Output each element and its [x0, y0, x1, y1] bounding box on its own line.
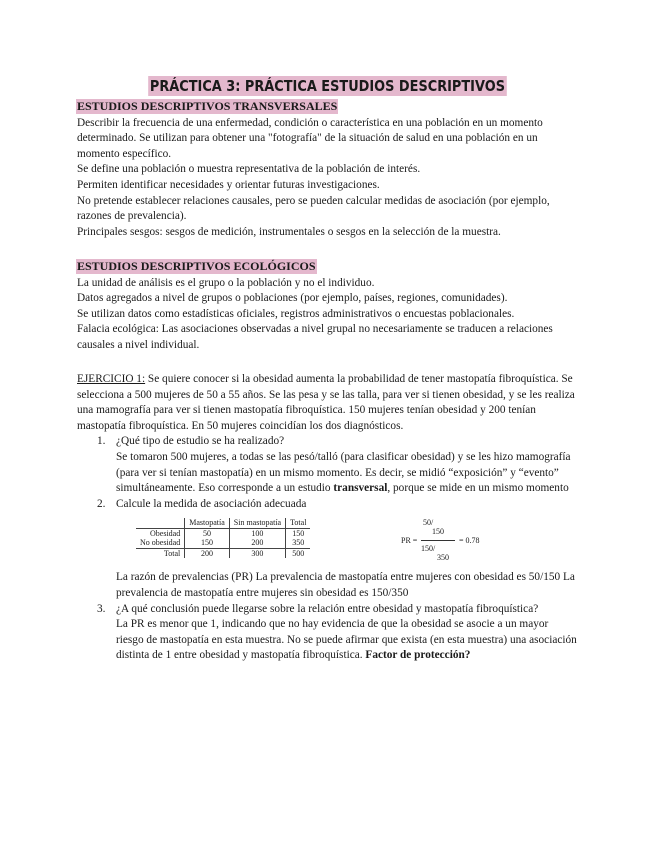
question-number: 2.: [97, 497, 106, 510]
table-cell: Total: [136, 548, 185, 558]
table-cell: 200: [229, 538, 285, 548]
paragraph: No pretende establecer relaciones causales, pero se pueden calcular medidas de asociación (por ejemplo, razones de prevalencia).: [77, 194, 550, 223]
question-number: 1.: [97, 435, 106, 448]
question-text: ¿A qué conclusión puede llegarse sobre la relación entre obesidad y mastopatía fibroquística?: [116, 602, 539, 615]
title-wrap: [0, 76, 655, 96]
paragraph: La unidad de análisis es el grupo o la población y no el individuo.: [77, 276, 375, 289]
formula-result: = 0.78: [459, 536, 480, 546]
question-text: Calcule la medida de asociación adecuada: [116, 497, 307, 510]
paragraph: Se define una población o muestra representativa de la población de interés.: [77, 163, 421, 176]
paragraph: Se utilizan datos como estadísticas oficiales, registros administrativos o encuestas poblacionales.: [77, 307, 515, 320]
table-cell: [136, 518, 185, 528]
question-2: [77, 497, 577, 602]
contingency-table: [136, 518, 310, 558]
question-text: ¿Qué tipo de estudio se ha realizado?: [116, 435, 285, 448]
paragraph: Permiten identificar necesidades y orientar futuras investigaciones.: [77, 178, 380, 191]
table-cell: Obesidad: [150, 528, 181, 538]
question-3: [77, 602, 577, 664]
exercise-statement: [77, 372, 577, 434]
table-row: [136, 538, 310, 548]
table-cell: 300: [229, 548, 285, 558]
question-number: 3.: [97, 602, 106, 615]
answer-part: La PR es menor que 1, indicando que no hay evidencia de que la obesidad se asocie a un mayor riesgo de mastopatía en esta muestra. No se puede afirmar que exista (en esta muestra) una asociación distinta de 1 entre obesidad y mastopatía fibroquística.: [116, 618, 577, 662]
paragraph: Describir la frecuencia de una enfermedad, condición o característica en una población en un momento determinado. Se utilizan para obtener una "fotografía" de la situación de salud en una población en un momento específico.: [77, 116, 543, 160]
section-transversales: [77, 99, 577, 240]
table-row: [136, 528, 310, 538]
paragraph: Falacia ecológica: Las asociaciones observadas a nivel grupal no necesariamente se traducen a relaciones causales a nivel individual.: [77, 323, 553, 351]
formula-den-bottom: 350: [437, 553, 449, 563]
exercise-text: Se quiere conocer si la obesidad aumenta la probabilidad de tener mastopatía fibroquística. Se selecciona a 500 mujeres de 50 a 55 años. Se las pesa y se las talla, para ver si tienen obesidad, y se les realiza una mamografía para ver si tienen mastopatía fibroquística. 150 mujeres tenían obesidad y 200 tenían mastopatía fibroquística. En 50 mujeres coincidían los dos diagnósticos.: [77, 373, 575, 432]
exercise-label: EJERCICIO 1:: [77, 373, 146, 385]
answer-text: La razón de prevalencias (PR) La prevalencia de mastopatía entre mujeres con obesidad es 50/150 La prevalencia de mastopatía entre mujeres sin obesidad es 150/350: [116, 571, 575, 599]
table-header-cell: Mastopatía: [185, 518, 230, 528]
table-header-cell: Total: [286, 518, 311, 528]
formula-den-top: 150/: [421, 544, 436, 554]
table-header-cell: Sin mastopatía: [229, 518, 285, 528]
answer-text: [116, 450, 577, 497]
formula-lhs: PR =: [401, 536, 418, 546]
table-header-row: [136, 518, 310, 528]
answer-bold: Factor de protección?: [365, 649, 471, 662]
answer-text: [116, 617, 577, 664]
formula-num-bottom: 150: [432, 527, 444, 537]
paragraph: Principales sesgos: sesgos de medición, instrumentales o sesgos en la selección de la muestra.: [77, 225, 501, 238]
formula-num-top: 50/: [423, 518, 434, 528]
table-cell: 50: [185, 528, 230, 538]
answer-part: Se tomaron 500 mujeres, a todas se las pesó/talló (para clasificar obesidad) y se les hizo mamografía (para ver si tenían mastopatía) en un mismo momento. Es decir, se midió “exposición” y “evento” simultáneamente. Eso corresponde a un estudio: [116, 450, 571, 495]
table-row: [136, 548, 310, 558]
answer-bold: transversal: [333, 482, 388, 495]
table-cell: No obesidad: [140, 538, 181, 548]
table-cell: 150: [185, 538, 230, 548]
table-formula-block: [116, 512, 577, 570]
table-cell: 500: [286, 548, 311, 558]
section-heading-transversales: ESTUDIOS DESCRIPTIVOS TRANSVERSALES: [77, 99, 338, 113]
section-ecologicos: [77, 259, 577, 354]
page-title: PRÁCTICA 3: PRÁCTICA ESTUDIOS DESCRIPTIVOS: [149, 77, 506, 95]
table-cell: 350: [286, 538, 311, 548]
table-cell: 200: [185, 548, 230, 558]
section-ejercicio: [77, 372, 577, 664]
question-1: [77, 434, 577, 496]
section-heading-ecologicos: ESTUDIOS DESCRIPTIVOS ECOLÓGICOS: [77, 259, 316, 273]
fraction-bar: [421, 540, 455, 541]
question-list: [77, 434, 577, 664]
table-cell: 100: [229, 528, 285, 538]
table-cell: 150: [286, 528, 311, 538]
pr-formula: [401, 512, 531, 568]
paragraph: Datos agregados a nivel de grupos o poblaciones (por ejemplo, países, regiones, comunidades).: [77, 292, 508, 305]
answer-part: , porque se mide en un mismo momento: [387, 482, 569, 495]
